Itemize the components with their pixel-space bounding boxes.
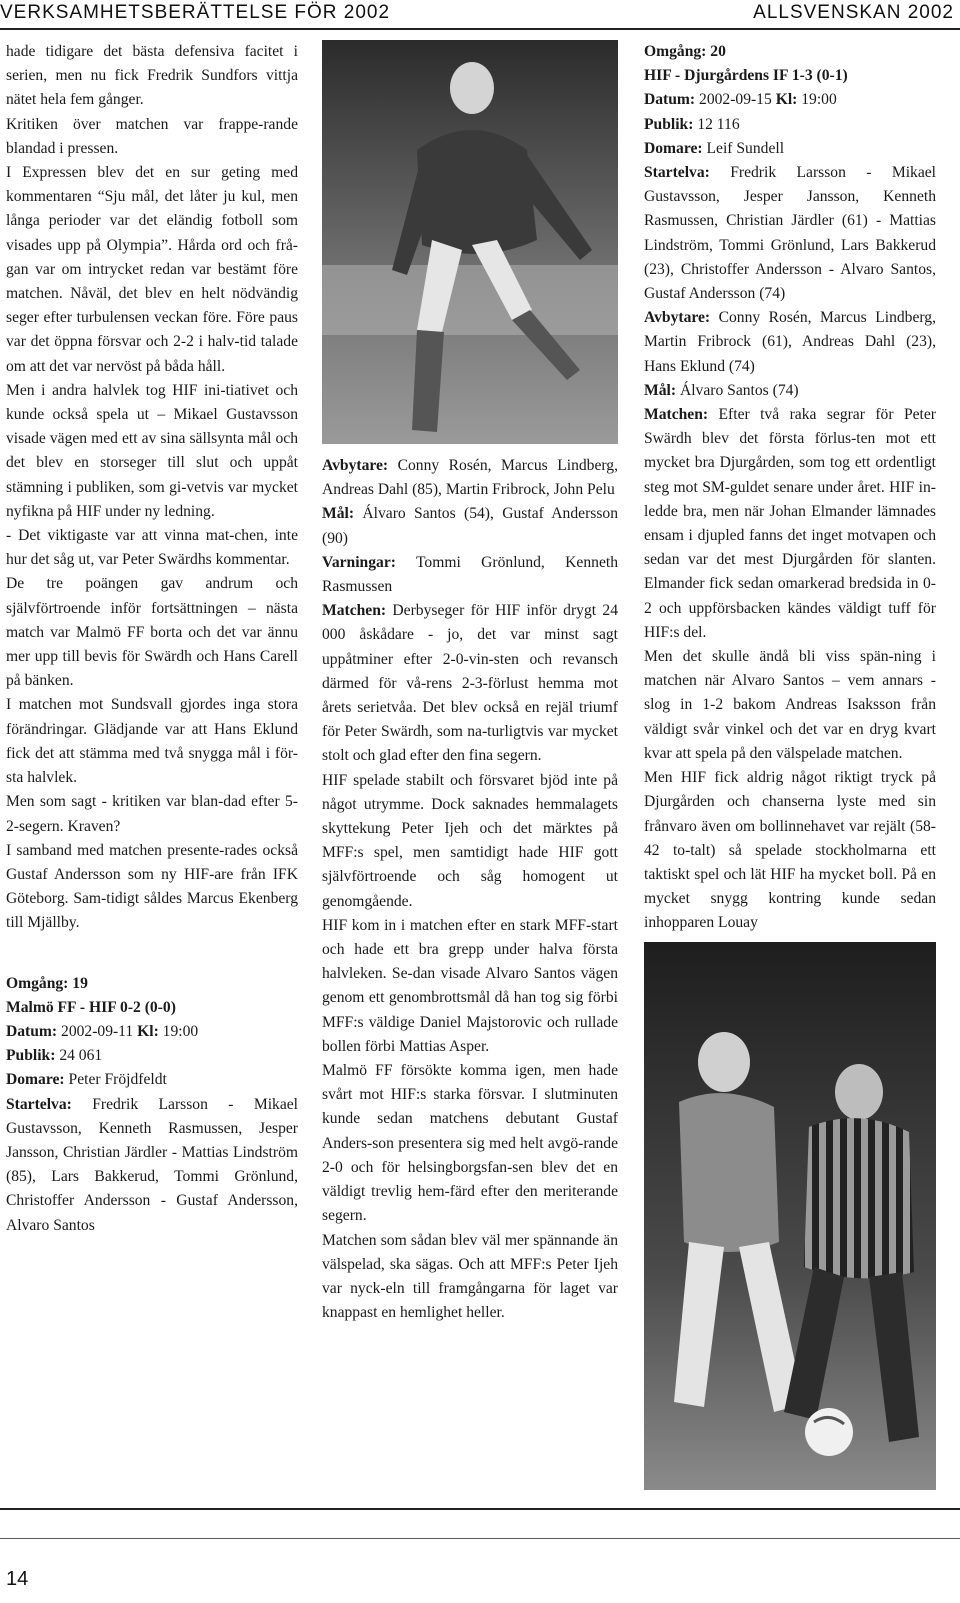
match-result: HIF - Djurgårdens IF 1-3 (0-1) [644, 67, 848, 85]
section-title: ALLSVENSKAN 2002 [753, 2, 954, 23]
round-label: Omgång: 20 [644, 43, 726, 60]
match-date-line: Datum: 2002-09-15 Kl: 19:00 [644, 91, 837, 109]
match-facts-round-20 [644, 40, 936, 403]
paragraph: HIF spelade stabilt och försvaret bjöd inte på något utrymme. Dock saknades hemmalagets skyttekung Peter Ijeh och det märktes på MFF:s spel, men samtidigt hade HIF gott självförtroende och såg homogent ut genomgående. [322, 771, 618, 910]
paragraph: HIF kom in i matchen efter en stark MFF-start och hade ett bra grepp under halva första halvleken. Se-dan visade Alvaro Santos vägen genom ett genombrottsmål då han tog sig förbi MFF:s väldige Daniel Majstorovic och rullade bollen förbi Mattias Asper. [322, 916, 618, 1055]
paragraph: De tre poängen gav andrum och självförtroende inför fortsättningen – nästa match var Malmö FF borta och det var ännu mer upp till bevis för Swärdh och Hans Carell på bänken. [6, 575, 298, 690]
substitutes-line: Avbytare: Conny Rosén, Marcus Lindberg, Andreas Dahl (85), Martin Fribrock, John Pelu [322, 457, 618, 499]
lineup-line: Startelva: Fredrik Larsson - Mikael Gustavsson, Kenneth Rasmussen, Jesper Jansson, Christian Järdler - Mattias Lindström (85), Lars Bakkerud, Tommi Grönlund, Christoffer Andersson - Gustaf Andersson, Alvaro Santos [6, 1095, 298, 1234]
publication-title: VERKSAMHETSBERÄTTELSE FÖR 2002 [0, 2, 391, 23]
paragraph: - Det viktigaste var att vinna mat-chen, inte hur det såg ut, var Peter Swärdhs kommentar. [6, 527, 298, 569]
column-1 [6, 40, 298, 1238]
goals-line: Mål: Álvaro Santos (54), Gustaf Andersson (90) [322, 505, 618, 547]
paragraph: Malmö FF försökte komma igen, men hade svårt mot HIF:s starka försvar. I slutminuten kunde sedan matchens debutant Gustaf Anders-son presentera sig med helt avgö-rande 2-0 och för helsingborgsfan-sen blev det en väldigt trevlig hem-färd efter den meriterande segern. [322, 1062, 618, 1225]
page-header [0, 0, 960, 30]
paragraph: I samband med matchen presente-rades också Gustaf Andersson som ny HIF-are från IFK Göteborg. Sam-tidigt såldes Marcus Ekenberg till Mjällby. [6, 841, 298, 932]
goals-line: Mål: Álvaro Santos (74) [644, 381, 799, 399]
match-report: Matchen: Efter två raka segrar för Peter Swärdh blev det första förlus-ten mot ett mycket bra Djurgården, som tog ett ordentligt steg mot SM-guldet senare under året. HIF in-ledde bra, men när Johan Elmander lämnades ensam i djupled fanns det inget motvapen och sedan var det mest Djurgården för slanten. Elmander fick sedan omarkerad bredsida in 0-2 och uppförsbacken kändes väldigt tuff för HIF:s del. [644, 406, 936, 641]
attendance-line: Publik: 24 061 [6, 1047, 103, 1065]
footer-rule [0, 1508, 960, 1510]
paragraph: Men som sagt - kritiken var blan-dad efter 5-2-segern. Kraven? [6, 793, 298, 835]
substitutes-line: Avbytare: Conny Rosén, Marcus Lindberg, Martin Fribrock (61), Andreas Dahl (23), Hans Eklund (74) [644, 309, 936, 375]
paragraph: Matchen som sådan blev väl mer spännande än välspelad, ska sägas. Och att MFF:s Peter Ijeh var nyck-eln till framgångarna för laget var knappast en hemlighet heller. [322, 1231, 618, 1322]
column-3 [644, 40, 936, 936]
paragraph: Men i andra halvlek tog HIF ini-tiativet och kunde också spela ut – Mikael Gustavsson visade vägen med ett av sina sällsynta mål och det blev en storseger till slut och uppåt stämning i publiken, som gi-vetvis var mycket nyfikna på HIF under ny ledning. [6, 381, 298, 520]
match-date-line: Datum: 2002-09-11 Kl: 19:00 [6, 1022, 199, 1040]
paragraph: Kritiken över matchen var frappe-rande blandad i pressen. [6, 115, 298, 157]
match-result: Malmö FF - HIF 0-2 (0-0) [6, 998, 176, 1016]
paragraph: Men HIF fick aldrig något riktigt tryck på Djurgården och chanserna lyste med sin frånvaro även om bollinnehavet var rejält (58-42 to-talt) så spelade stockholmarna ett taktiskt spel och lät HIF ha mycket boll. På en mycket snygg kontring kunde sedan inhopparen Louay [644, 769, 936, 932]
attendance-line: Publik: 12 116 [644, 115, 740, 133]
warnings-line: Varningar: Tommi Grönlund, Kenneth Rasmussen [322, 553, 618, 596]
page-number: 14 [6, 1568, 29, 1590]
column-2 [322, 454, 618, 1325]
match-facts-round-19 [6, 972, 298, 1238]
lineup-line: Startelva: Fredrik Larsson - Mikael Gustavsson, Jesper Jansson, Kenneth Rasmussen, Christian Järdler (61) - Mattias Lindström, Tommi Grönlund, Lars Bakkerud (23), Christoffer Andersson - Alvaro Santos, Gustaf Andersson (74) [644, 164, 936, 303]
paragraph: I Expressen blev det en sur geting med kommentaren “Sju mål, det låter ju kul, men långa perioder var det eländig fotboll som visades upp på Olympia”. Hårda ord och frå-gan var om intrycket redan var bestämt före matchen. Nåväl, det blev en helt nödvändig seger efter turbulensen veckan före. Före paus var det öppna försvar och 2-2 i halv-tid talade om att det var nervöst på båda håll. [6, 164, 298, 375]
footer-rule-thin [0, 1538, 960, 1539]
paragraph: Men det skulle ändå bli viss spän-ning i matchen när Alvaro Santos – vem annars - slog in 1-2 bakom Andreas Isaksson från väldigt svår vinkel och det var en dryg kvart kvar att spela på den välspelade matchen. [644, 648, 936, 762]
photo-players-duel [644, 942, 936, 1490]
photo-player-shooting [322, 40, 618, 444]
referee-line: Domare: Peter Fröjdfeldt [6, 1071, 167, 1089]
paragraph: I matchen mot Sundsvall gjordes inga stora förändringar. Glädjande var att Hans Eklund fick det att stämma med två snygga mål i för-sta halvlek. [6, 696, 298, 787]
paragraph: hade tidigare det bästa defensiva facitet i serien, men nu fick Fredrik Sundfors vittja nätet hela fem gånger. [6, 43, 298, 109]
round-label: Omgång: 19 [6, 974, 88, 992]
match-report: Matchen: Derbyseger för HIF inför drygt 24 000 åskådare - jo, det var minst sagt uppåtminer efter 2-0-vin-sten och revansch därmed för vå-rens 2-3-förlust hemma mot årets serietvåa. Det blev också en rejäl triumf för Peter Swärdh, som na-turligtvis var mycket stolt och glad efter den fina segern. [322, 602, 618, 765]
referee-line: Domare: Leif Sundell [644, 139, 785, 157]
